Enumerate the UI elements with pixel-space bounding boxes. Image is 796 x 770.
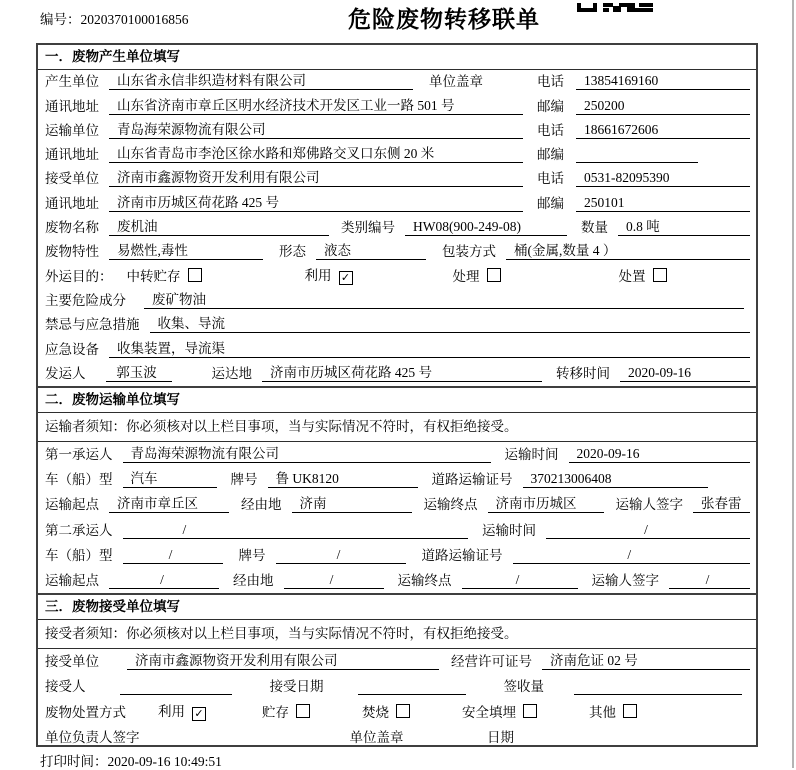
disposal-option-store: 贮存	[262, 701, 310, 721]
page-edge-line	[792, 0, 794, 768]
print-time-label: 打印时间：	[40, 754, 108, 769]
sign2-value: /	[669, 572, 750, 589]
transfer-time-label: 转移时间	[556, 365, 610, 381]
print-time-value: 2020-09-16 10:49:51	[107, 754, 222, 769]
waste-name-label: 废物名称	[45, 220, 99, 236]
permit2-value: /	[513, 547, 751, 564]
transport-time-label: 运输时间	[482, 522, 536, 538]
shipper-label: 发运人	[45, 365, 86, 381]
dest-label: 运达地	[211, 365, 252, 381]
responsible-sign-value	[208, 729, 332, 746]
section1-title: 一．废物产生单位填写	[38, 45, 756, 70]
plate-label: 牌号	[238, 547, 266, 563]
end1-value: 济南市历城区	[488, 496, 604, 513]
section3-title: 三．废物接受单位填写	[38, 593, 756, 620]
checkbox-icon	[523, 704, 537, 718]
checkbox-icon	[623, 704, 637, 718]
origin2-value: /	[109, 572, 219, 589]
form-value: 液态	[316, 243, 426, 260]
vehicle-label: 车（船）型	[45, 472, 113, 488]
origin-label: 运输起点	[45, 497, 99, 513]
transporter-phone-group	[537, 119, 750, 139]
receiver-value: 济南市鑫源物资开发利用有限公司	[109, 170, 523, 187]
receiver-label: 接受单位	[45, 171, 99, 187]
dest-value: 济南市历城区荷花路 425 号	[262, 365, 542, 382]
shipper-value: 郭玉波	[106, 365, 172, 382]
responsible-sign-label: 单位负责人签字	[45, 729, 140, 745]
purpose-label: 外运目的：	[45, 268, 113, 284]
responsible-sign-row	[38, 725, 756, 747]
page-title: 危险废物转移联单	[348, 6, 540, 32]
acceptor-label: 接受人	[45, 679, 86, 695]
waste-traits-row	[38, 240, 756, 264]
equipment-label: 应急设备	[45, 341, 99, 357]
producer-zip-group	[537, 95, 750, 115]
via-label: 经由地	[241, 497, 282, 513]
seal-label: 单位盖章	[429, 74, 483, 90]
sign-label: 运输人签字	[615, 497, 683, 513]
phone-label: 电话	[537, 171, 564, 187]
form-label: 形态	[279, 244, 306, 260]
checkbox-icon	[487, 268, 501, 282]
packaging-label: 包装方式	[442, 244, 496, 260]
producer-address-row	[38, 94, 756, 118]
license-label: 经营许可证号	[451, 654, 532, 670]
sign-label: 运输人签字	[591, 572, 659, 588]
transporter-address-row	[38, 143, 756, 167]
accept-date-value	[358, 678, 466, 695]
zip-label: 邮编	[537, 98, 564, 114]
checkbox-icon	[653, 268, 667, 282]
transporter-phone-value: 18661672606	[576, 122, 750, 139]
disposal-row	[38, 699, 756, 724]
address-label: 通讯地址	[45, 147, 99, 163]
carrier1-row	[38, 442, 756, 467]
sign1-value: 张春雷	[693, 496, 750, 513]
plate-label: 牌号	[230, 472, 258, 488]
accept-unit-label: 接受单位	[45, 654, 99, 670]
disposal-label: 废物处置方式	[45, 704, 126, 720]
checkbox-checked-icon: ✓	[192, 707, 206, 721]
purpose-option-treat: 处理	[453, 265, 501, 285]
qty-value: 0.8 吨	[618, 219, 750, 236]
transporter-address-value: 山东省青岛市李沧区徐水路和郑佛路交叉口东侧 20 米	[109, 146, 523, 163]
permit-label: 道路运输证号	[421, 547, 503, 563]
amount-value	[574, 678, 742, 695]
transporter-zip-group	[537, 143, 750, 163]
waste-name-value: 废机油	[109, 219, 329, 236]
category-label: 类别编号	[341, 220, 395, 236]
receiver-phone-value: 0531-82095390	[576, 170, 750, 187]
checkbox-icon	[396, 704, 410, 718]
accept-unit-value: 济南市鑫源物资开发利用有限公司	[127, 653, 439, 670]
end-label: 运输终点	[423, 497, 478, 513]
transporter-notice: 运输者须知：你必须核对以上栏目事项，当与实际情况不符时，有权拒绝接受。	[38, 413, 756, 442]
checkbox-icon	[188, 268, 202, 282]
hazard-row	[38, 289, 756, 313]
traits-label: 废物特性	[45, 244, 99, 260]
purpose-row	[38, 264, 756, 288]
transporter-row	[38, 119, 756, 143]
producer-value: 山东省永信非织造材料有限公司	[109, 73, 413, 90]
qr-code-fragment-icon	[577, 0, 653, 16]
route2-row	[38, 568, 756, 593]
date-label: 日期	[487, 729, 514, 745]
traits-value: 易燃性,毒性	[109, 243, 263, 260]
purpose-option-use: 利用 ✓	[305, 264, 353, 285]
via1-value: 济南	[292, 496, 412, 513]
section2-title: 二．废物运输单位填写	[38, 386, 756, 413]
plate1-value: 鲁 UK8120	[268, 471, 418, 488]
qty-label: 数量	[581, 220, 608, 236]
receiver-zip-group	[537, 192, 750, 212]
taboo-label: 禁忌与应急措施	[45, 317, 140, 333]
producer-phone-group	[537, 70, 750, 90]
packaging-value: 桶(金属,数量 4 ）	[506, 243, 750, 260]
checkbox-icon	[296, 704, 310, 718]
end2-value: /	[462, 572, 578, 589]
transport-time1-value: 2020-09-16	[569, 446, 751, 463]
transport-time-label: 运输时间	[504, 447, 559, 463]
doc-number-label: 编号：	[40, 12, 81, 27]
disposal-option-other: 其他	[589, 701, 637, 721]
unit-seal-label: 单位盖章	[349, 729, 404, 745]
manifest-form	[36, 43, 758, 747]
equipment-row	[38, 337, 756, 361]
vehicle1-row	[38, 467, 756, 492]
phone-label: 电话	[537, 74, 564, 90]
producer-zip-value: 250200	[576, 98, 750, 115]
zip-label: 邮编	[537, 147, 564, 163]
carrier1-value: 青岛海荣源物流有限公司	[123, 446, 491, 463]
acceptor-value	[120, 678, 232, 695]
carrier1-label: 第一承运人	[45, 447, 113, 463]
receiver-row	[38, 167, 756, 191]
zip-label: 邮编	[537, 195, 564, 211]
waste-name-row	[38, 216, 756, 240]
disposal-option-landfill: 安全填埋	[462, 701, 537, 721]
amount-label: 签收量	[503, 679, 544, 695]
transporter-value: 青岛海荣源物流有限公司	[109, 122, 523, 139]
purpose-option-storage: 中转贮存	[127, 265, 202, 285]
checkbox-checked-icon: ✓	[339, 271, 353, 285]
carrier2-label: 第二承运人	[45, 522, 113, 538]
taboo-value: 收集、导流	[150, 316, 751, 333]
producer-address-value: 山东省济南市章丘区明水经济技术开发区工业一路 501 号	[109, 98, 523, 115]
receiver-notice: 接受者须知：你必须核对以上栏目事项，当与实际情况不符时，有权拒绝接受。	[38, 620, 756, 649]
receiver-address-value: 济南市历城区荷花路 425 号	[109, 195, 523, 212]
receiver-zip-value: 250101	[576, 195, 750, 212]
address-label: 通讯地址	[45, 195, 99, 211]
via2-value: /	[284, 572, 384, 589]
transfer-time-value: 2020-09-16	[620, 365, 750, 382]
acceptor-row	[38, 674, 756, 699]
receiver-phone-group	[537, 167, 750, 187]
address-label: 通讯地址	[45, 98, 99, 114]
transport-time2-value: /	[546, 522, 750, 539]
origin-label: 运输起点	[45, 572, 99, 588]
carrier2-value: /	[123, 522, 469, 539]
route1-row	[38, 492, 756, 517]
vehicle-label: 车（船）型	[45, 547, 113, 563]
via-label: 经由地	[233, 572, 274, 588]
origin1-value: 济南市章丘区	[109, 496, 229, 513]
accept-date-label: 接受日期	[269, 679, 324, 695]
disposal-option-burn: 焚烧	[362, 701, 410, 721]
taboo-row	[38, 313, 756, 337]
accept-unit-row	[38, 649, 756, 674]
transporter-zip-value	[576, 146, 698, 163]
transporter-label: 运输单位	[45, 122, 99, 138]
plate2-value: /	[276, 547, 406, 564]
producer-row	[38, 70, 756, 94]
producer-phone-value: 13854169160	[576, 73, 750, 90]
doc-number-value: 2020370100016856	[80, 12, 189, 27]
hazard-value: 废矿物油	[144, 292, 744, 309]
receiver-address-row	[38, 191, 756, 215]
license-value: 济南危证 02 号	[542, 653, 750, 670]
disposal-option-use: 利用 ✓	[158, 700, 206, 721]
purpose-option-dispose: 处置	[619, 265, 667, 285]
equipment-value: 收集装置，导流渠	[109, 341, 750, 358]
vehicle1-value: 汽车	[123, 471, 217, 488]
end-label: 运输终点	[397, 572, 452, 588]
category-value: HW08(900-249-08)	[405, 219, 567, 236]
permit-label: 道路运输证号	[431, 472, 513, 488]
permit1-value: 370213006408	[523, 471, 709, 488]
carrier2-row	[38, 517, 756, 542]
hazard-label: 主要危险成分	[45, 292, 126, 308]
vehicle2-row	[38, 543, 756, 568]
date-value	[524, 729, 742, 746]
producer-label: 产生单位	[45, 74, 99, 90]
phone-label: 电话	[537, 122, 564, 138]
print-time	[40, 750, 222, 770]
shipper-row	[38, 362, 756, 386]
vehicle2-value: /	[123, 547, 223, 564]
